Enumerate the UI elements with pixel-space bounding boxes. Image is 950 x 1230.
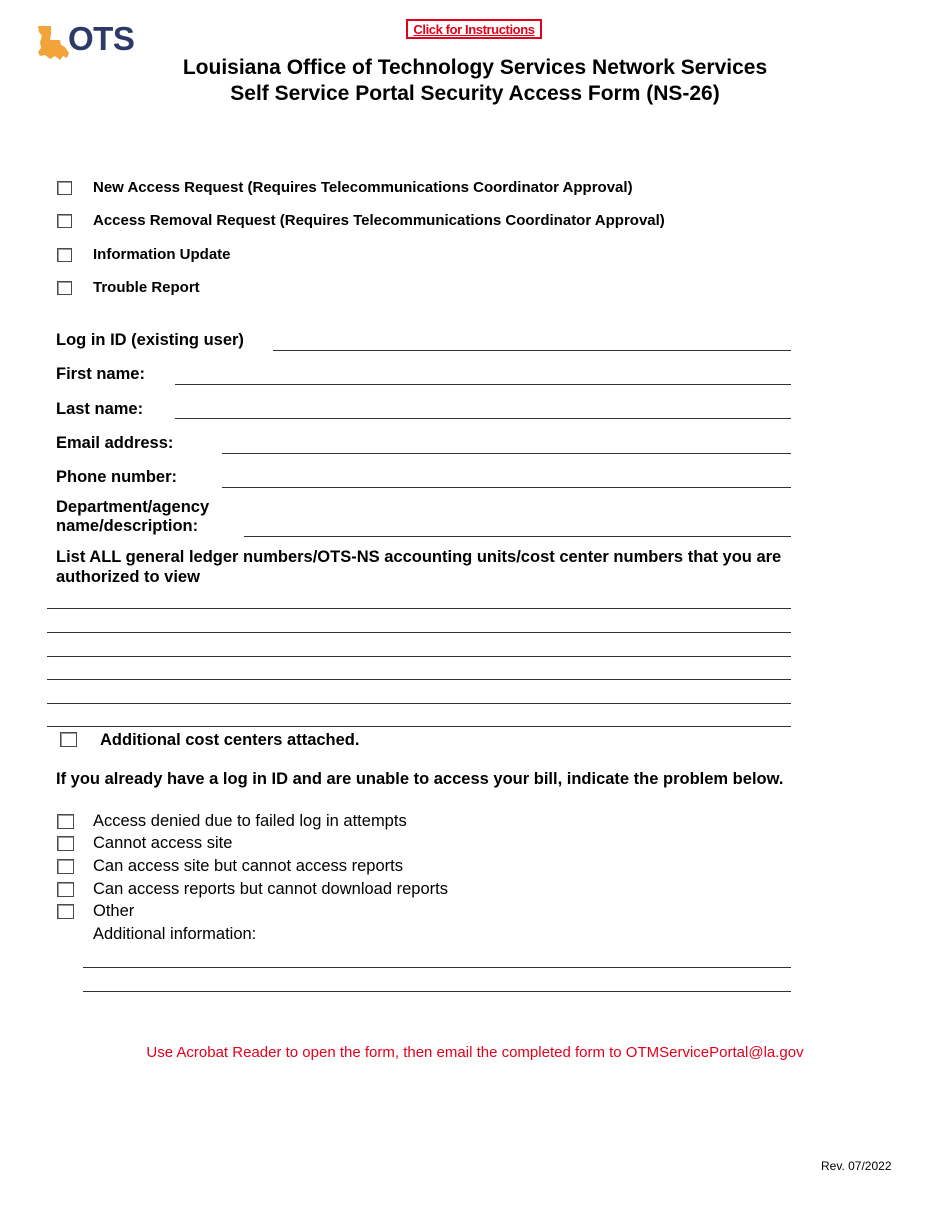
ledger-line-4	[47, 679, 791, 680]
ledger-line-5	[47, 703, 791, 704]
department-input[interactable]	[244, 516, 793, 536]
login-id-underline	[273, 350, 791, 351]
ledger-line-6	[47, 726, 791, 727]
last-name-label: Last name:	[56, 400, 144, 418]
additional-cost-centers-checkbox[interactable]	[60, 732, 77, 747]
instructions-button[interactable]: Click for Instructions	[406, 19, 542, 39]
information-update-checkbox[interactable]	[57, 248, 72, 262]
problem-cannot-access-reports-checkbox[interactable]	[57, 859, 74, 874]
page-title: Louisiana Office of Technology Services Network Services	[182, 56, 768, 79]
ledger-input-1[interactable]	[48, 588, 792, 608]
trouble-report-checkbox[interactable]	[57, 281, 72, 295]
logo-text: OTS	[68, 20, 135, 57]
email-underline	[222, 453, 791, 454]
additional-info-line-2	[83, 991, 791, 992]
problem-cannot-access-site-label: Cannot access site	[93, 834, 233, 852]
phone-input[interactable]	[222, 467, 793, 487]
footer-note: Use Acrobat Reader to open the form, then email the completed form to OTMServicePortal@la.gov	[146, 1044, 804, 1061]
ledger-input-4[interactable]	[48, 659, 792, 679]
problem-failed-login-label: Access denied due to failed log in attempts	[93, 812, 407, 830]
first-name-underline	[175, 384, 791, 385]
problem-cannot-download-label: Can access reports but cannot download reports	[93, 880, 448, 898]
problem-prompt: If you already have a log in ID and are unable to access your bill, indicate the problem below.	[56, 770, 784, 788]
first-name-label: First name:	[56, 365, 145, 383]
trouble-report-label: Trouble Report	[93, 279, 200, 296]
department-underline	[244, 536, 791, 537]
problem-other-label: Other	[93, 902, 135, 920]
login-id-label: Log in ID (existing user)	[56, 331, 244, 349]
additional-info-label: Additional information:	[93, 925, 257, 943]
problem-failed-login-checkbox[interactable]	[57, 814, 74, 829]
page-subtitle: Self Service Portal Security Access Form (NS-26)	[230, 82, 720, 105]
ledger-line-1	[47, 608, 791, 609]
additional-info-input-1[interactable]	[84, 947, 792, 967]
department-label-line2: name/description:	[56, 517, 199, 535]
ledger-line-2	[47, 632, 791, 633]
problem-cannot-download-checkbox[interactable]	[57, 882, 74, 897]
department-label-line1: Department/agency	[56, 498, 210, 516]
access-removal-checkbox[interactable]	[57, 214, 72, 228]
last-name-underline	[175, 418, 791, 419]
first-name-input[interactable]	[175, 364, 793, 384]
ledger-prompt: List ALL general ledger numbers/OTS-NS accounting units/cost center numbers that you are authorized to view	[56, 548, 782, 586]
access-removal-label: Access Removal Request (Requires Telecommunications Coordinator Approval)	[93, 212, 665, 229]
additional-cost-centers-label: Additional cost centers attached.	[100, 731, 360, 749]
last-name-input[interactable]	[175, 398, 793, 418]
ledger-input-6[interactable]	[48, 706, 792, 726]
revision-label: Rev. 07/2022	[821, 1159, 892, 1173]
additional-info-input-2[interactable]	[84, 971, 792, 991]
login-id-input[interactable]	[273, 330, 793, 350]
ledger-line-3	[47, 656, 791, 657]
email-input[interactable]	[222, 433, 793, 453]
problem-other-checkbox[interactable]	[57, 904, 74, 919]
ledger-input-2[interactable]	[48, 612, 792, 632]
phone-underline	[222, 487, 791, 488]
new-access-label: New Access Request (Requires Telecommunications Coordinator Approval)	[93, 179, 633, 196]
new-access-checkbox[interactable]	[57, 181, 72, 195]
phone-label: Phone number:	[56, 468, 178, 486]
additional-info-line-1	[83, 967, 791, 968]
information-update-label: Information Update	[93, 246, 231, 263]
problem-cannot-access-site-checkbox[interactable]	[57, 836, 74, 851]
problem-cannot-access-reports-label: Can access site but cannot access reports	[93, 857, 403, 875]
email-label: Email address:	[56, 434, 174, 452]
ledger-input-5[interactable]	[48, 683, 792, 703]
ledger-input-3[interactable]	[48, 636, 792, 656]
